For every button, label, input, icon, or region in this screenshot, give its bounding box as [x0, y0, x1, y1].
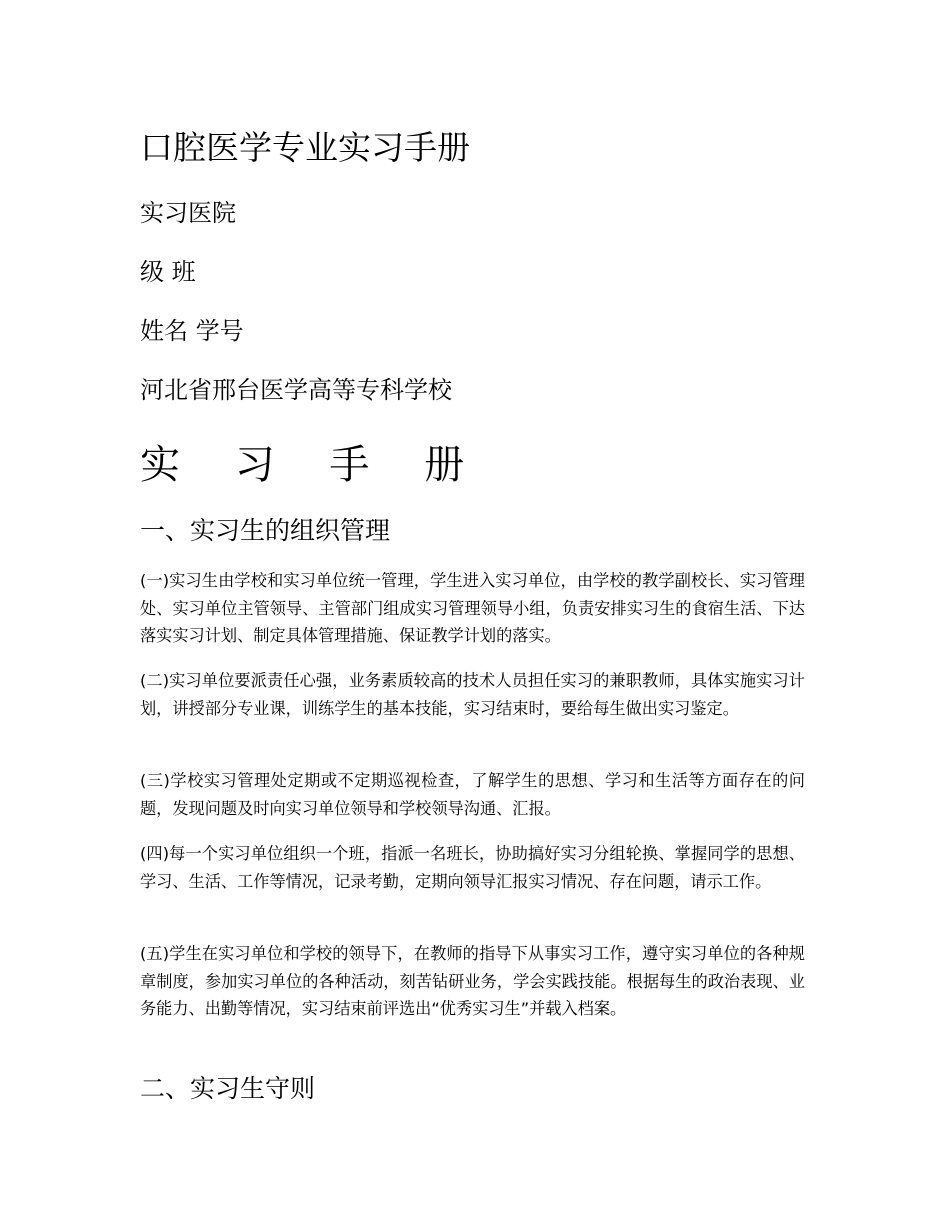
paragraph-2: (二)实习单位要派责任心强，业务素质较高的技术人员担任实习的兼职教师，具体实施实习计划，讲授部分专业课，训练学生的基本技能，实习结束时，要给每生做出实习鉴定。	[140, 671, 805, 718]
paragraph-5: (五)学生在实习单位和学校的领导下，在教师的指导下从事实习工作，遵守实习单位的各种规章制度，参加实习单位的各种活动，刻苦钻研业务，学会实践技能。根据每生的政治表现、业务能力、出勤等情况，实习结束前评选出“优秀实习生”并载入档案。	[140, 944, 805, 1018]
paragraph-1: (一)实习生由学校和实习单位统一管理，学生进入实习单位，由学校的教学副校长、实习管理处、实习单位主管领导、主管部门组成实习管理领导小组，负责安排实习生的食宿生活、下达落实实习计划、制定具体管理措施、保证教学计划的落实。	[140, 571, 805, 645]
paragraph-4: (四)每一个实习单位组织一个班，指派一名班长，协助搞好实习分组轮换、掌握同学的思想、学习、生活、工作等情况，记录考勤，定期向领导汇报实习情况、存在问题，请示工作。	[140, 844, 805, 891]
section-heading-2: 二、实习生守则	[140, 1074, 316, 1103]
paragraph-3: (三)学校实习管理处定期或不定期巡视检查，了解学生的思想、学习和生活等方面存在的问题，发现问题及时向实习单位领导和学校领导沟通、汇报。	[140, 771, 805, 818]
cover-school-line: 河北省邢台医学高等专科学校	[140, 376, 452, 404]
cover-name-line: 姓名 学号	[140, 317, 244, 345]
section-heading-1: 一、实习生的组织管理	[140, 516, 391, 545]
cover-class-line: 级 班	[140, 258, 196, 286]
cover-hospital-line: 实习医院	[140, 199, 236, 227]
handbook-heading: 实 习 手 册	[140, 442, 486, 488]
document-title: 口腔医学专业实习手册	[140, 128, 470, 167]
